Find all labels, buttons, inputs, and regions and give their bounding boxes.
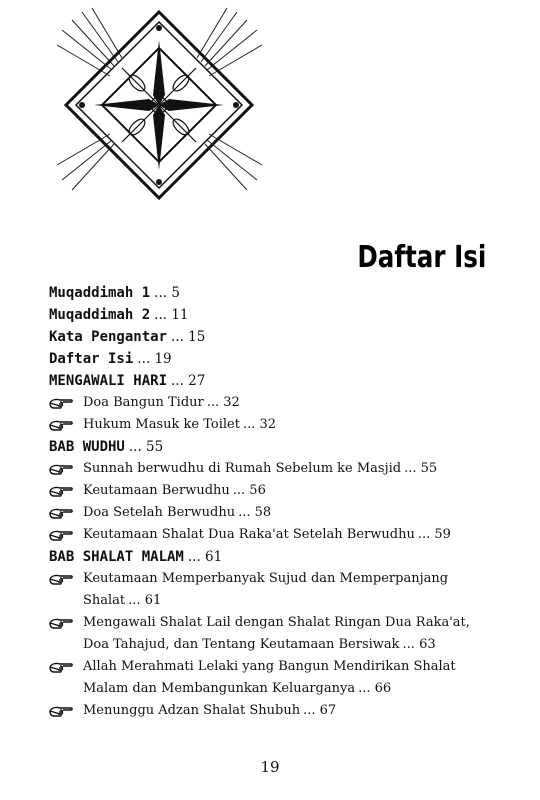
- entry-page: ... 61: [128, 593, 162, 608]
- table-of-contents: [49, 282, 494, 722]
- entry-page: ... 32: [206, 395, 240, 410]
- entry-text: [83, 700, 494, 722]
- entry-text: [83, 656, 494, 700]
- entry-title: Keutamaan Memperbanyak Sujud dan Memperpanjang Shalat: [83, 571, 449, 608]
- toc-section-entry: [49, 370, 494, 392]
- pointing-hand-icon: [49, 458, 83, 480]
- pointing-hand-icon: [49, 414, 83, 436]
- entry-title: MENGAWALI HARI: [49, 373, 168, 389]
- entry-text: [83, 414, 494, 436]
- entry-title: BAB SHALAT MALAM: [49, 549, 184, 565]
- pointing-hand-icon: [49, 612, 83, 634]
- entry-title: Daftar Isi: [49, 351, 134, 367]
- entry-text: [83, 568, 494, 612]
- toc-sub-entry: [49, 656, 494, 700]
- entry-page: ... 56: [232, 483, 266, 498]
- entry-title: Muqaddimah 2: [49, 307, 151, 323]
- entry-page: ... 66: [358, 681, 392, 696]
- pointing-hand-icon: [49, 392, 83, 414]
- entry-page: ... 55: [404, 461, 438, 476]
- entry-text: [83, 392, 494, 414]
- entry-page: ... 67: [303, 703, 337, 718]
- toc-section-entry: [49, 546, 494, 568]
- pointing-hand-icon: [49, 568, 83, 590]
- entry-page: ... 11: [154, 307, 189, 323]
- entry-title: Kata Pengantar: [49, 329, 168, 345]
- entry-title: Allah Merahmati Lelaki yang Bangun Mendirikan Shalat Malam dan Membangunkan Keluarganya: [83, 659, 456, 696]
- toc-sub-entry: [49, 502, 494, 524]
- toc-sub-entry: [49, 568, 494, 612]
- entry-page: ... 61: [187, 549, 223, 565]
- entry-page: ... 19: [137, 351, 172, 367]
- pointing-hand-icon: [49, 480, 83, 502]
- toc-sub-entry: [49, 480, 494, 502]
- toc-sub-entry: [49, 612, 494, 656]
- entry-page: ... 63: [402, 637, 436, 652]
- pointing-hand-icon: [49, 524, 83, 546]
- entry-title: Muqaddimah 1: [49, 285, 151, 301]
- pointing-hand-icon: [49, 656, 83, 678]
- entry-title: Mengawali Shalat Lail dengan Shalat Ringan Dua Raka'at, Doa Tahajud, dan Tentang Keutamaan Bersiwak: [83, 615, 470, 652]
- pointing-hand-icon: [49, 700, 83, 722]
- page-title: Daftar Isi: [356, 240, 486, 275]
- pointing-hand-icon: [49, 502, 83, 524]
- toc-sub-entry: [49, 392, 494, 414]
- toc-section-entry: [49, 436, 494, 458]
- entry-page: ... 32: [242, 417, 277, 432]
- toc-section-entry: [49, 304, 494, 326]
- toc-section-entry: [49, 282, 494, 304]
- entry-page: ... 27: [171, 373, 206, 389]
- toc-section-entry: [49, 348, 494, 370]
- entry-title: Doa Setelah Berwudhu: [83, 505, 236, 520]
- entry-text: [83, 524, 494, 546]
- entry-title: Hukum Masuk ke Toilet: [83, 417, 240, 432]
- toc-sub-entry: [49, 458, 494, 480]
- entry-title: Keutamaan Berwudhu: [83, 483, 230, 498]
- toc-sub-entry: [49, 414, 494, 436]
- entry-title: Menunggu Adzan Shalat Shubuh: [83, 703, 301, 718]
- entry-title: Keutamaan Shalat Dua Raka'at Setelah Berwudhu: [83, 527, 415, 542]
- page-number: 19: [260, 758, 280, 776]
- entry-page: ... 5: [154, 285, 180, 301]
- entry-page: ... 15: [171, 329, 206, 345]
- toc-sub-entry: [49, 524, 494, 546]
- entry-text: [83, 480, 494, 502]
- entry-title: BAB WUDHU: [49, 439, 125, 455]
- entry-page: ... 59: [417, 527, 451, 542]
- entry-title: Doa Bangun Tidur: [83, 395, 204, 410]
- entry-text: [83, 458, 494, 480]
- toc-section-entry: [49, 326, 494, 348]
- entry-page: ... 55: [128, 439, 164, 455]
- entry-text: [83, 502, 494, 524]
- entry-page: ... 58: [238, 505, 272, 520]
- toc-sub-entry: [49, 700, 494, 722]
- entry-text: [83, 612, 494, 656]
- diamond-ornament-icon: [52, 0, 267, 210]
- entry-title: Sunnah berwudhu di Rumah Sebelum ke Masjid: [83, 461, 402, 476]
